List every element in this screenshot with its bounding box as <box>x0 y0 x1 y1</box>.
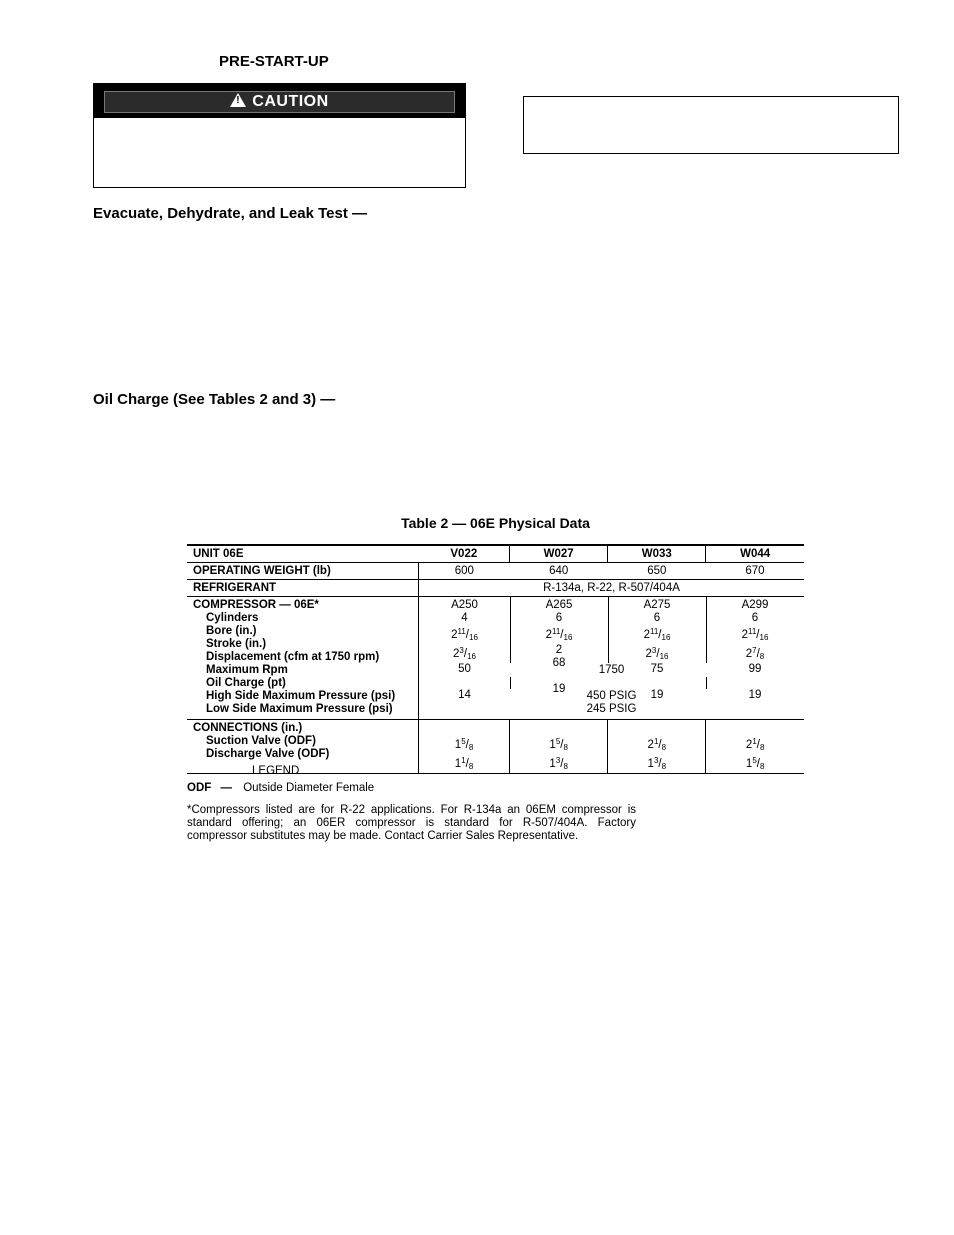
connections-labels <box>187 720 419 774</box>
compressor-values <box>419 597 805 720</box>
cell: $1^5/_8$ $1^3/_8$ <box>510 720 608 774</box>
row-label: Maximum Rpm <box>206 664 288 676</box>
low-side-value: 245 PSIG <box>586 703 637 715</box>
row-label: Discharge Valve (ODF) <box>206 748 330 760</box>
table-row <box>187 580 804 597</box>
table-row <box>187 597 804 720</box>
heading-oil-charge: Oil Charge (See Tables 2 and 3) — <box>93 391 336 408</box>
header-col: W044 <box>706 545 804 563</box>
legend-dash: — <box>220 782 232 794</box>
header-unit: UNIT 06E <box>187 545 419 563</box>
row-label: COMPRESSOR — 06E* <box>193 599 319 611</box>
row-label: CONNECTIONS (in.) <box>193 722 303 734</box>
cell: 600 <box>419 563 510 580</box>
compressor-values-grid <box>419 599 804 702</box>
cell: $1^5/_8$ $1^1/_8$ <box>419 720 510 774</box>
cell: $2^1/_8$ $1^3/_8$ <box>608 720 706 774</box>
cell: 640 <box>510 563 608 580</box>
col-v022: A250 4 $2^{11}/_{16}$ $2^3/_{16}$ 50 14 <box>451 599 478 701</box>
caution-label <box>104 91 455 113</box>
col-divider <box>510 677 511 689</box>
high-side-value: 450 PSIG <box>586 690 637 702</box>
col-divider <box>706 677 707 689</box>
cell: $2^1/_8$ $1^5/_8$ <box>706 720 804 774</box>
cell: R-134a, R-22, R-507/404A <box>419 580 805 597</box>
header-col: V022 <box>419 545 510 563</box>
caution-text: CAUTION <box>252 93 329 110</box>
caution-box <box>93 83 466 188</box>
col-w027: A265 6 $2^{11}/_{16}$ 2 68 19 <box>545 599 573 695</box>
row-label: REFRIGERANT <box>187 580 419 597</box>
warning-triangle-icon <box>230 93 246 107</box>
row-label: Bore (in.) <box>206 625 257 637</box>
row-label: Cylinders <box>206 612 259 624</box>
col-divider <box>510 597 511 663</box>
legend-entry <box>187 782 374 794</box>
row-label: Suction Valve (ODF) <box>206 735 316 747</box>
row-label: Low Side Maximum Pressure (psi) <box>206 703 393 715</box>
cell: 650 <box>608 563 706 580</box>
header-col: W033 <box>608 545 706 563</box>
header-col: W027 <box>510 545 608 563</box>
table-title: Table 2 — 06E Physical Data <box>401 515 590 531</box>
legend-title: LEGEND <box>252 765 300 777</box>
max-rpm-value: 1750 <box>598 664 625 676</box>
compressor-labels <box>187 597 419 720</box>
row-label: OPERATING WEIGHT (lb) <box>187 563 419 580</box>
section-title-pre-start-up: PRE-START-UP <box>219 53 329 70</box>
col-divider <box>706 597 707 663</box>
empty-notice-box <box>523 96 899 154</box>
heading-evacuate: Evacuate, Dehydrate, and Leak Test — <box>93 205 367 222</box>
caution-bar <box>94 84 465 118</box>
legend-abbr: ODF <box>187 782 212 794</box>
row-label: High Side Maximum Pressure (psi) <box>206 690 396 702</box>
col-divider <box>608 597 609 663</box>
table-footnote: *Compressors listed are for R-22 applications. For R-134a an 06EM compressor is standard offering; an 06ER compressor is standard for R-507/404A. Factory compressor substitutes may be made. Contact Carrier Sales Representative. <box>187 804 636 842</box>
row-label: Stroke (in.) <box>206 638 267 650</box>
row-label: Displacement (cfm at 1750 rpm) <box>206 651 380 663</box>
legend-desc: Outside Diameter Female <box>243 782 375 794</box>
table-row <box>187 563 804 580</box>
physical-data-table <box>187 544 804 774</box>
cell: 670 <box>706 563 804 580</box>
col-w033: A275 6 $2^{11}/_{16}$ $2^3/_{16}$ 75 19 <box>643 599 671 701</box>
row-label: Oil Charge (pt) <box>206 677 286 689</box>
table-header-row <box>187 545 804 563</box>
col-w044: A299 6 $2^{11}/_{16}$ $2^7/_8$ 99 19 <box>741 599 769 701</box>
